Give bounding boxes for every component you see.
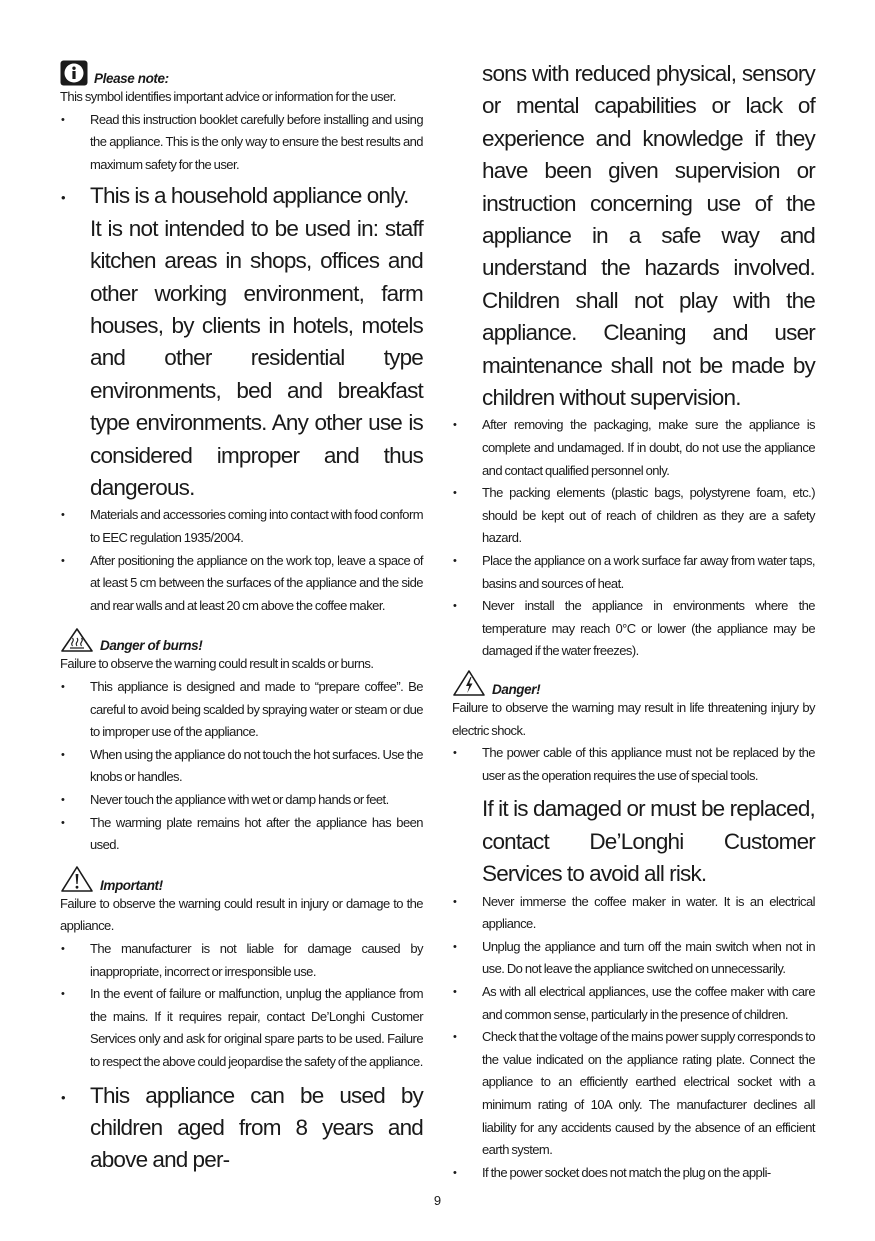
list-item: • After removing the packaging, make sure the appliance is complete and undamaged. If in doubt, do not use the appliance and contact qualified personnel only.: [452, 414, 815, 482]
important-title: Important!: [100, 877, 163, 893]
list-item: • This appliance can be used by children aged from 8 years and above and per-: [60, 1080, 423, 1177]
list-item: • The warming plate remains hot after the appliance has been used.: [60, 812, 423, 857]
burns-title: Danger of burns!: [100, 638, 203, 654]
list-item: • This is a household appliance only.: [60, 180, 423, 212]
list-item: • Place the appliance on a work surface far away from water taps, basins and sources of heat.: [452, 550, 815, 595]
danger-intro: Failure to observe the warning may result in life threatening injury by electric shock.: [452, 700, 815, 738]
please-note-intro: This symbol identifies important advice or information for the user.: [60, 89, 396, 104]
electric-shock-warning-icon: [452, 669, 486, 697]
important-heading: [60, 863, 423, 893]
list-item: • This appliance is designed and made to “prepare coffee”. Be careful to avoid being scalded by spraying water or steam or due to improper use of the appliance.: [60, 676, 423, 744]
exclamation-warning-icon: [60, 865, 94, 893]
list-item: • After positioning the appliance on the work top, leave a space of at least 5 cm between the surfaces of the appliance and the side and rear walls and at least 20 cm above the coffee maker.: [60, 550, 423, 618]
list-item: • The power cable of this appliance must not be replaced by the user as the operation requires the use of special tools.: [452, 742, 815, 787]
page-number: 9: [433, 1193, 442, 1208]
important-intro: Failure to observe the warning could result in injury or damage to the appliance.: [60, 895, 423, 934]
list-item: • Never install the appliance in environments where the temperature may reach 0°C or lower (the appliance may be damaged if the water freezes).: [452, 595, 815, 663]
right-column: [452, 58, 815, 1184]
info-icon: [60, 60, 88, 86]
list-item: • Check that the voltage of the mains power supply corresponds to the value indicated on the appliance rating plate. Connect the appliance to an efficiently earthed electrical socket with a minimum rating of 10A only. The manufacturer declines all liability for any accidents caused by the absence of an efficient earth system.: [452, 1026, 815, 1162]
please-note-heading: [60, 58, 423, 86]
list-item: • Read this instruction booklet carefully before installing and using the appliance. This is the only way to ensure the best results and maximum safety for the user.: [60, 109, 423, 177]
list-item: • As with all electrical appliances, use the coffee maker with care and common sense, particularly in the presence of children.: [452, 981, 815, 1026]
burns-heading: [60, 623, 423, 653]
list-item: • The packing elements (plastic bags, polystyrene foam, etc.) should be kept out of reach of children as they are a safety hazard.: [452, 482, 815, 550]
list-item: • In the event of failure or malfunction, unplug the appliance from the mains. If it requires repair, contact De’Longhi Customer Services only and ask for original spare parts to be used. Failure to respect the above could jeopardise the safety of the appliance.: [60, 983, 423, 1073]
please-note-title: Please note:: [94, 71, 169, 86]
list-item: • Materials and accessories coming into contact with food conform to EEC regulation 1935/2004.: [60, 504, 423, 549]
cable-replacement-paragraph: If it is damaged or must be replaced, contact De’Longhi Customer Services to avoid all risk.: [482, 796, 815, 887]
list-item: • Never immerse the coffee maker in water. It is an electrical appliance.: [452, 891, 815, 936]
danger-heading: [452, 667, 815, 697]
children-usage-continuation: sons with reduced physical, sensory or mental capabilities or lack of experience and knowledge if they have been given supervision or instruction concerning use of the appliance in a safe way and understand the hazards involved. Children shall not play with the appliance. Cleaning and user maintenance shall not be made by children without supervision.: [482, 61, 815, 411]
burns-intro: Failure to observe the warning could result in scalds or burns.: [60, 656, 374, 672]
list-item: • Never touch the appliance with wet or damp hands or feet.: [60, 789, 423, 812]
left-column: [60, 58, 423, 1177]
list-item: • Unplug the appliance and turn off the main switch when not in use. Do not leave the appliance switched on unnecessarily.: [452, 936, 815, 981]
list-item: • The manufacturer is not liable for damage caused by inappropriate, incorrect or irresponsible use.: [60, 938, 423, 983]
danger-title: Danger!: [492, 682, 541, 697]
usage-restriction-paragraph: It is not intended to be used in: staff kitchen areas in shops, offices and other working environment, farm houses, by clients in hotels, motels and other residential type environments, bed and breakfast type environments. Any other use is considered improper and thus dangerous.: [90, 215, 423, 501]
list-item: • When using the appliance do not touch the hot surfaces. Use the knobs or handles.: [60, 744, 423, 789]
list-item: • If the power socket does not match the plug on the appli-: [452, 1162, 815, 1185]
hot-surface-warning-icon: [60, 627, 94, 653]
